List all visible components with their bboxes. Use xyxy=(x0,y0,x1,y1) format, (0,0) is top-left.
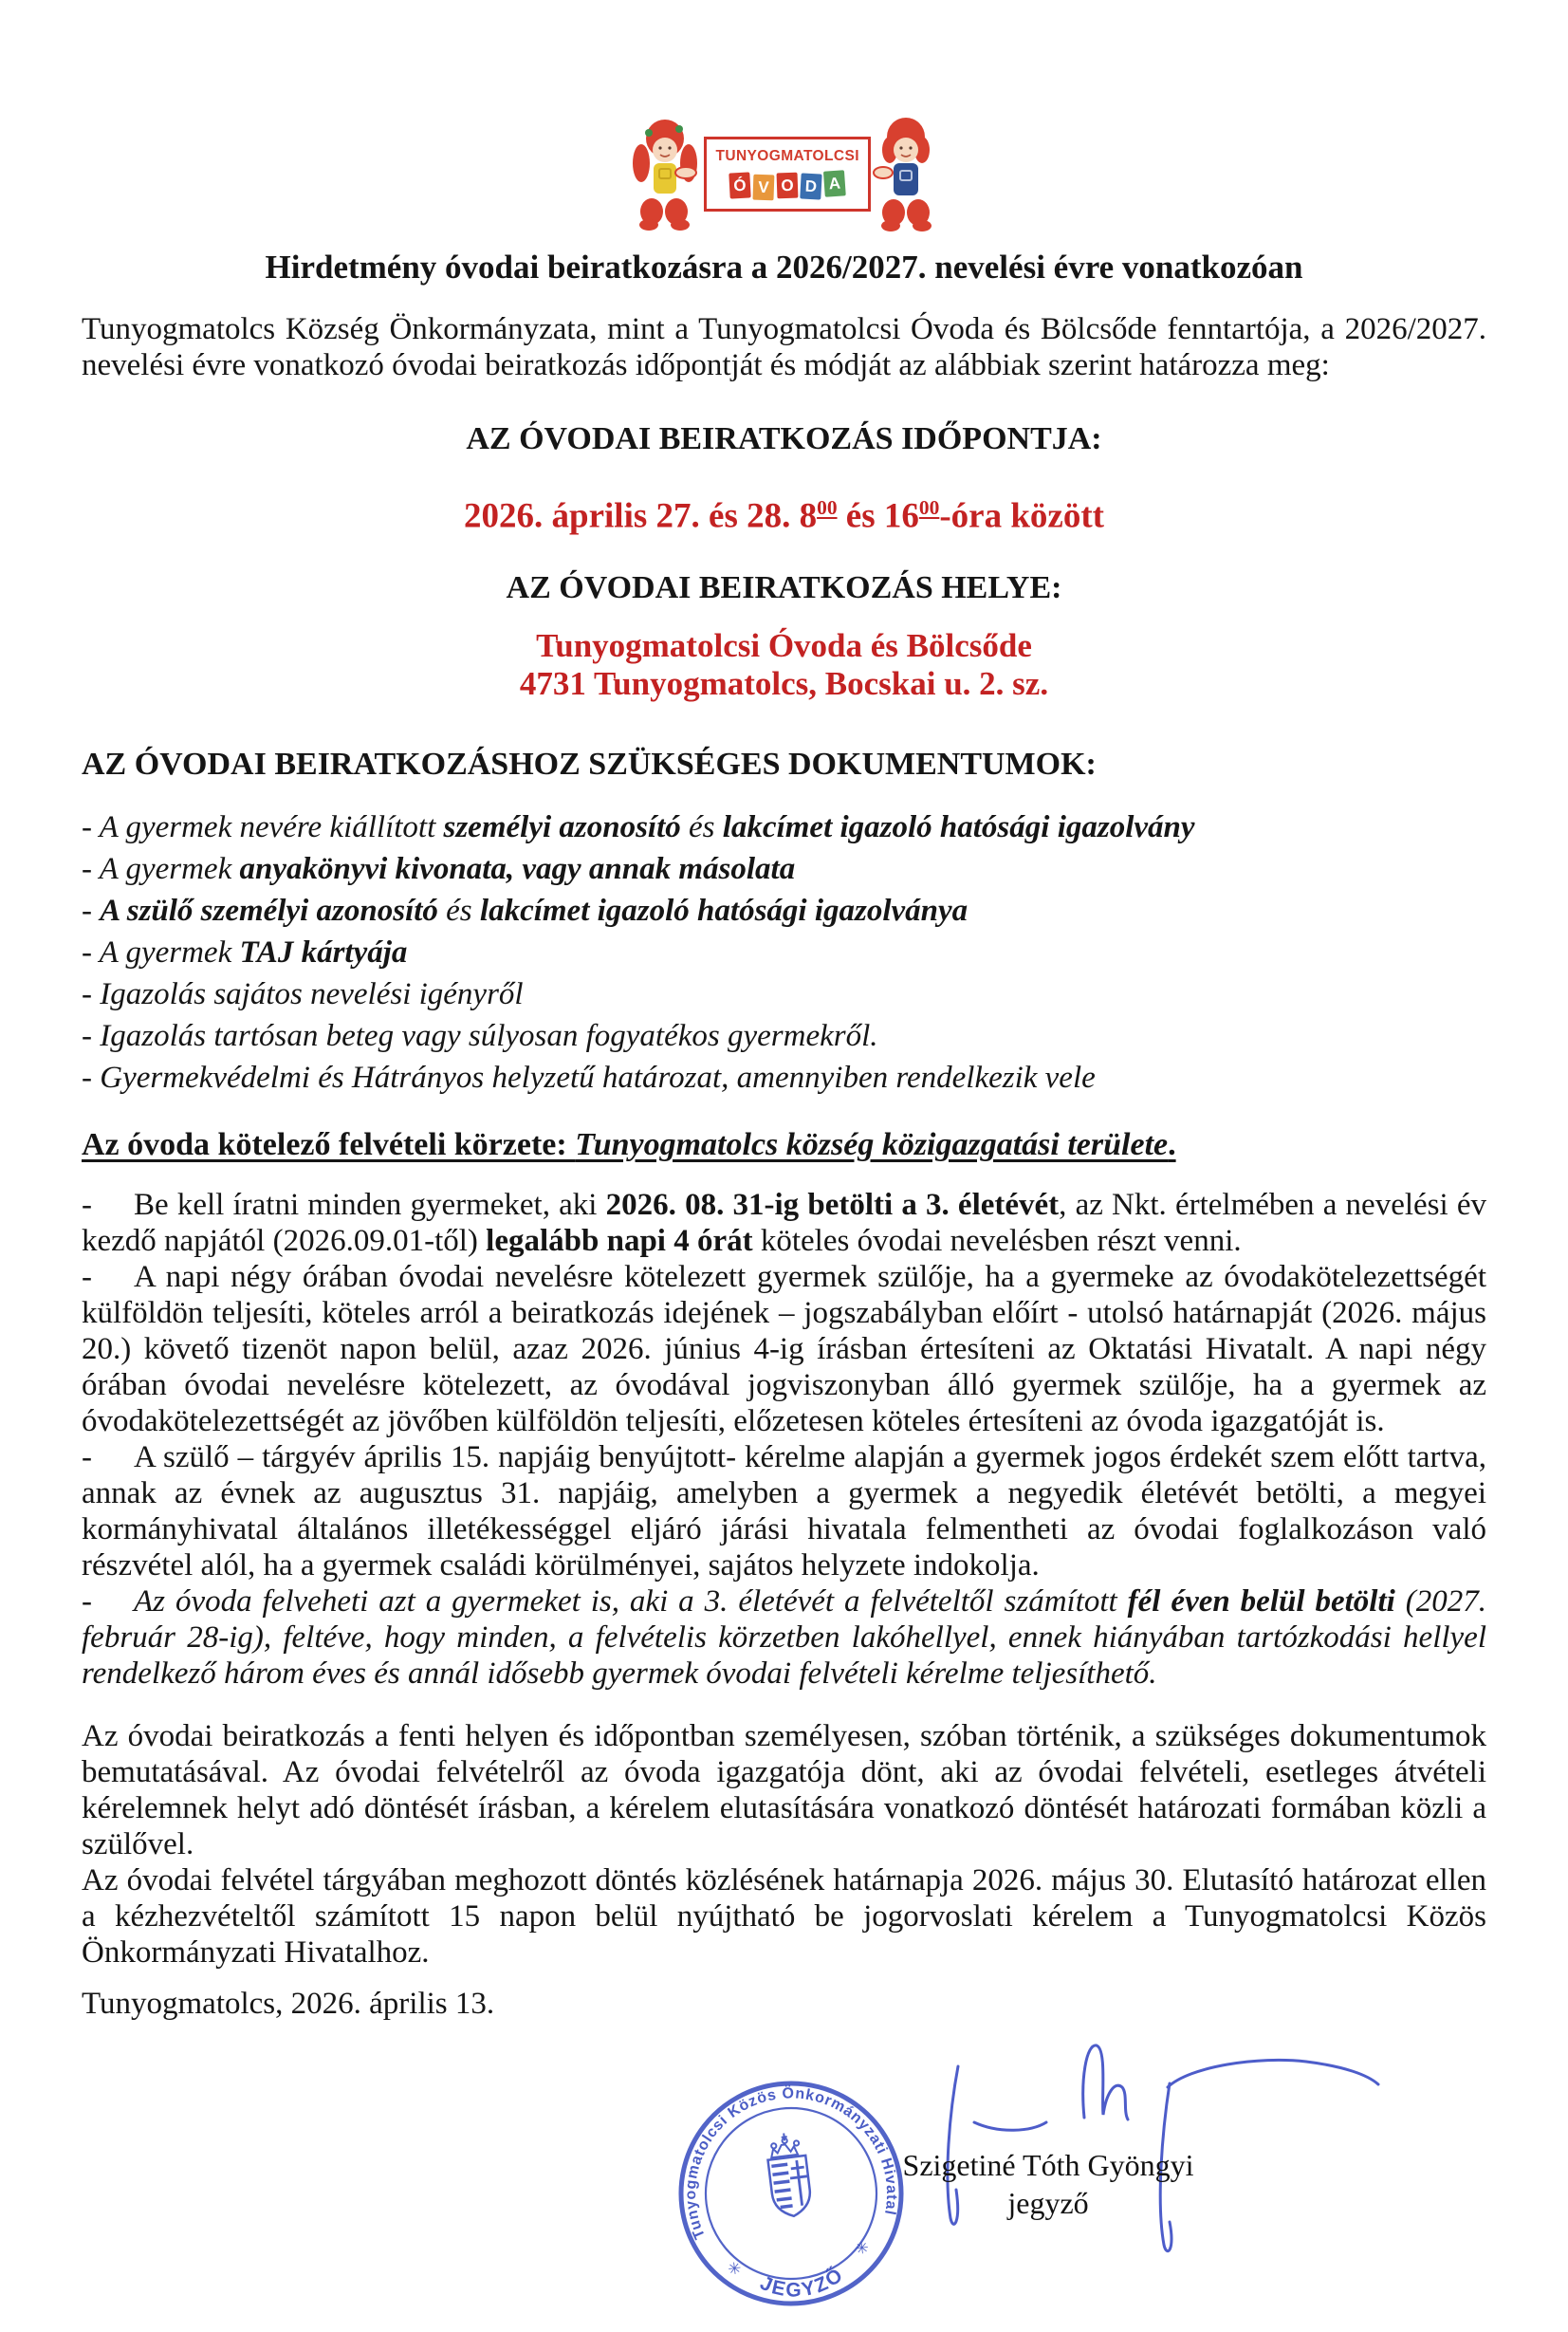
rule-paragraph xyxy=(82,1259,1486,1439)
list-item xyxy=(82,935,1486,971)
rules-section xyxy=(82,1187,1486,1692)
logo-letter-block: D xyxy=(800,173,821,199)
list-item-text: - Igazolás tartósan beteg vagy súlyosan fogyatékos gyermekről. xyxy=(82,1019,878,1054)
logo-letter-block: V xyxy=(752,174,774,200)
stamp-office-text: JEGYZŐ xyxy=(756,2263,849,2302)
list-item-text: - xyxy=(82,894,101,929)
enrollment-time-heading: AZ ÓVODAI BEIRATKOZÁS IDŐPONTJA: xyxy=(466,421,1102,456)
required-documents-heading: AZ ÓVODAI BEIRATKOZÁSHOZ SZÜKSÉGES DOKUMENTUMOK: xyxy=(82,747,1097,783)
logo-letter-blocks xyxy=(716,173,858,198)
closing-section xyxy=(82,1718,1486,1971)
document xyxy=(0,114,1568,2022)
rule-paragraph xyxy=(82,1439,1486,1583)
enrollment-date-text: 2026. április 27. és 28. 8 xyxy=(464,496,818,536)
list-item xyxy=(82,1060,1486,1096)
rule-text: 2026. 08. 31-ig betölti a 3. életévét xyxy=(605,1188,1060,1223)
stamp-star-left-icon: ✳ xyxy=(727,2259,743,2279)
list-item xyxy=(82,1018,1486,1054)
rule-text: fél éven belül betölti xyxy=(1127,1584,1395,1619)
list-item-text: - A gyermek xyxy=(82,935,240,971)
enrollment-location-address: 4731 Tunyogmatolcs, Bocskai u. 2. sz. xyxy=(519,665,1049,703)
signature-block xyxy=(892,2146,1205,2222)
rule-text: legalább napi 4 órát xyxy=(486,1224,753,1259)
list-item-text: A szülő személyi azonosító xyxy=(100,894,438,929)
list-item xyxy=(82,809,1486,845)
district-period: . xyxy=(1168,1127,1176,1163)
document-title: Hirdetmény óvodai beiratkozásra a 2026/2027. nevelési évre vonatkozóan xyxy=(265,249,1303,286)
list-item-text: - A gyermek xyxy=(82,852,240,887)
district-label: Az óvoda kötelező felvételi körzete: xyxy=(82,1127,576,1163)
rule-dash: - xyxy=(82,1188,92,1223)
intro-paragraph: Tunyogmatolcs Község Önkormányzata, mint a Tunyogmatolcsi Óvoda és Bölcsőde fenntartója, a 2026/2027. nevelési évre vonatkozó óvodai beiratkozás időpontját és módját az alábbiak szerint határozza meg: xyxy=(82,312,1486,382)
enrollment-time-superscript: 00 xyxy=(817,496,838,519)
rule-text: A napi négy órában óvodai nevelésre kötelezett gyermek szülője, ha a gyermeke az óvodakötelezettségét külföldön teljesíti, köteles arról a beiratkozás idejének – jogszabályban előírt - utolsó határnapját (2026. május 20.) követő tizenöt napon belül, azaz 2026. június 4-ig írásban értesíteni az Oktatási Hivatalt. A napi négy órában óvodai nevelésre kötelezett, az óvodával jogviszonyban álló gyermek szülője, ha a gyermek az óvodakötelezettségét az jövőben külföldön teljesíti, előzetesen köteles értesíteni az óvoda igazgatóját is. xyxy=(82,1260,1486,1439)
enrollment-time-superscript: 00 xyxy=(918,496,940,519)
rule-paragraph xyxy=(82,1583,1486,1692)
signer-role: jegyző xyxy=(1007,2186,1089,2220)
list-item-text: és xyxy=(437,894,480,929)
rule-dash: - xyxy=(82,1584,92,1619)
list-item xyxy=(82,976,1486,1012)
enrollment-date xyxy=(82,488,1486,536)
signature-stroke xyxy=(974,2122,1046,2130)
rule-text: A szülő – tárgyév április 15. napjáig benyújtott- kérelme alapján a gyermek jogos érdekét szem előtt tartva, annak az évnek az augusztus 31. napjáig, amelyben a gyermek a negyedik életévét betölti, a megyei kormányhivatal általános illetékességgel eljáró járási hivatala felmentheti az óvodai foglalkozáson való részvétel alól, ha a gyermek családi körülményei, sajátos helyzete indokolja. xyxy=(82,1440,1486,1583)
list-item-text: és xyxy=(680,810,723,845)
list-item-text: - A gyermek nevére kiállított xyxy=(82,810,444,845)
list-item-text: TAJ kártyája xyxy=(239,935,408,971)
documents-list xyxy=(82,809,1486,1096)
logo-letter-block: A xyxy=(822,170,845,196)
enrollment-date-text: -óra között xyxy=(939,496,1104,536)
logo-girl-illustration xyxy=(628,114,704,233)
date-place-line: Tunyogmatolcs, 2026. április 13. xyxy=(82,1987,495,2022)
signature-stroke xyxy=(1083,2045,1128,2119)
list-item-text: lakcímet igazoló hatósági igazolványa xyxy=(479,894,968,929)
rule-paragraph xyxy=(82,1187,1486,1259)
closing-paragraph: Az óvodai beiratkozás a fenti helyen és időpontban személyesen, szóban történik, a szükséges dokumentumok bemutatásával. Az óvodai felvételről az óvoda igazgatója dönt, aki az óvodai felvételi, esetleges átvételi kérelemnek helyt adó döntését írásban, a kérelem elutasítására vonatkozó döntését határozati formában közli a szülővel. xyxy=(82,1719,1486,1862)
district-value: Tunyogmatolcs község közigazgatási területe xyxy=(575,1127,1169,1163)
logo-sign-title: TUNYOGMATOLCSI xyxy=(715,147,859,164)
enrollment-date-text: és 16 xyxy=(837,496,919,536)
rule-dash: - xyxy=(82,1260,92,1295)
list-item xyxy=(82,851,1486,887)
logo-sign xyxy=(704,137,871,212)
list-item xyxy=(82,893,1486,929)
coat-of-arms-icon xyxy=(765,2131,812,2218)
logo-boy-illustration xyxy=(871,114,941,233)
list-item-text: - Gyermekvédelmi és Hátrányos helyzetű határozat, amennyiben rendelkezik vele xyxy=(82,1061,1096,1096)
closing-paragraph: Az óvodai felvétel tárgyában meghozott döntés közlésének határnapja 2026. május 30. Elutasító határozat ellen a kézhezvételtől számított 15 napon belül nyújtható be jogorvoslati kérelem a Tunyogmatolcsi Közös Önkormányzati Hivatalhoz. xyxy=(82,1863,1486,1971)
list-item-text: lakcímet igazoló hatósági igazolvány xyxy=(722,810,1195,845)
rule-text: Az óvoda felveheti azt a gyermeket is, aki a 3. életévét a felvételtől számított xyxy=(134,1584,1128,1619)
enrollment-place-heading: AZ ÓVODAI BEIRATKOZÁS HELYE: xyxy=(506,570,1062,606)
list-item-text: - Igazolás sajátos nevelési igényről xyxy=(82,977,524,1012)
signer-name: Szigetiné Tóth Gyöngyi xyxy=(902,2148,1194,2182)
list-item-text: anyakönyvi kivonata, vagy annak másolata xyxy=(239,852,796,887)
district-note xyxy=(82,1126,1486,1164)
enrollment-location-name: Tunyogmatolcsi Óvoda és Bölcsőde xyxy=(536,627,1032,665)
rule-text: köteles óvodai nevelésben részt venni. xyxy=(752,1224,1242,1259)
kindergarten-logo xyxy=(82,114,1486,233)
rule-text: Be kell íratni minden gyermeket, aki xyxy=(134,1188,606,1223)
enrollment-location xyxy=(82,627,1486,703)
rule-dash: - xyxy=(82,1440,92,1475)
page xyxy=(0,114,1568,2332)
logo-letter-block: O xyxy=(776,172,798,198)
rule-text: , az Nkt. értelmében a nevelési év kezdő napjától (2026.09.01-től) xyxy=(82,1188,1486,1259)
list-item-text: személyi azonosító xyxy=(443,810,681,845)
stamp-ring-text: Tunyogmatolcsi Közös Önkormányzati Hivatal xyxy=(683,2085,900,2242)
stamp-star-right-icon: ✳ xyxy=(854,2238,870,2259)
logo-letter-block: Ó xyxy=(729,172,750,198)
rule-text: (2027. február 28-ig), feltéve, hogy minden, a felvételis körzetben lakóhellyel, ennek hiányában tartózkodási hellyel rendelkező három éves és annál idősebb gyermek óvodai felvételi kérelme teljesíthető. xyxy=(82,1584,1486,1692)
signature-stroke xyxy=(1168,2060,1378,2087)
official-stamp xyxy=(661,2061,922,2326)
